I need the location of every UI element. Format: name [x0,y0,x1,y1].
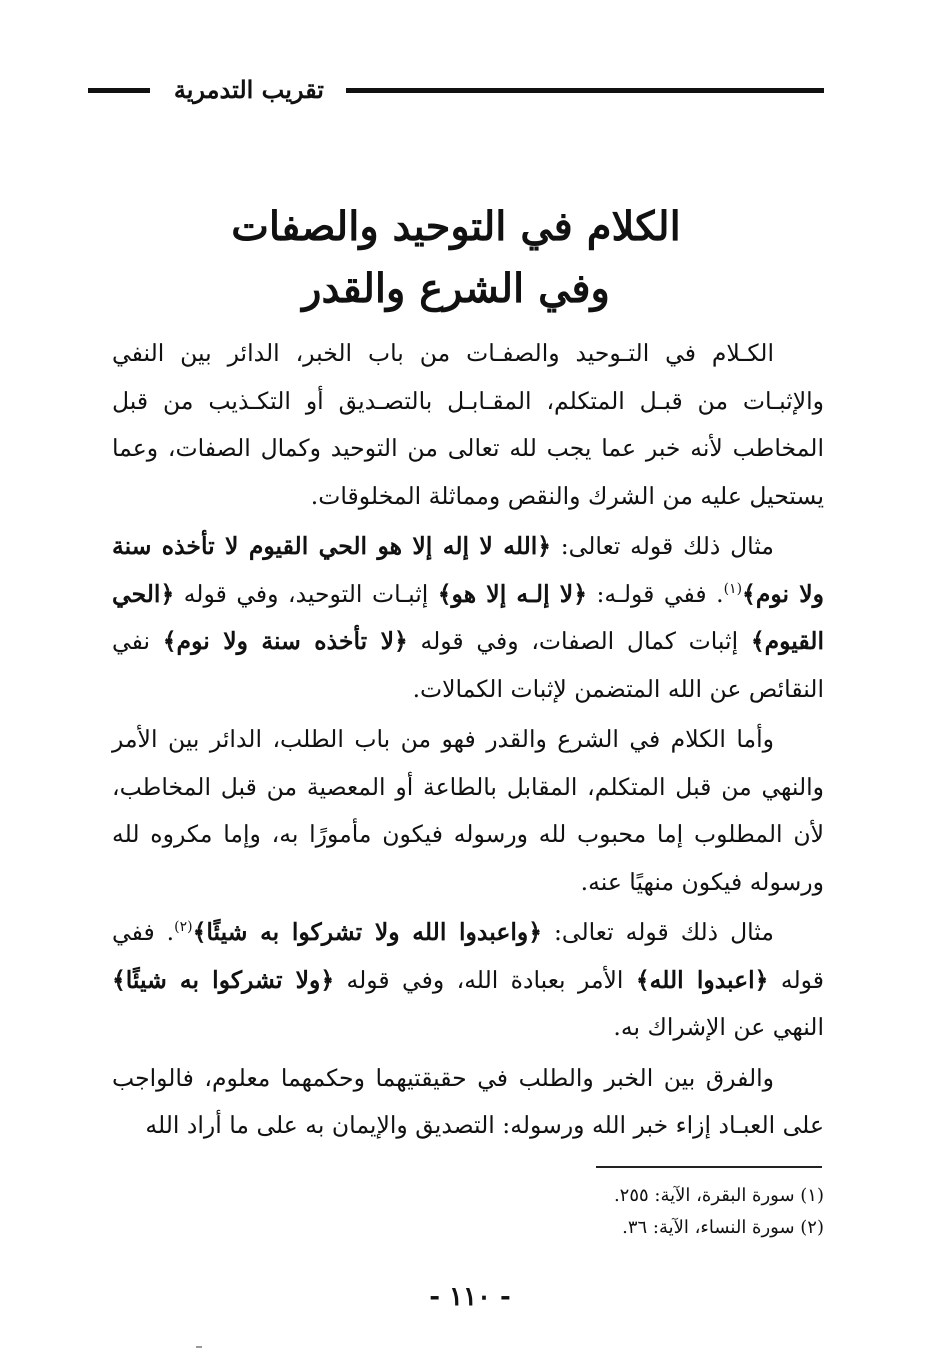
paragraph-3: وأما الكلام في الشرع والقدر فهو من باب الطلب، الدائر بين الأمر والنهي من قبل المتكلم، المقابل بالطاعة أو المعصية من قبل المخاطب، لأن المطلوب إما محبوب لله ورسوله فيكون مأمورًا به، وإما مكروه لله ورسوله فيكون منهيًا عنه. [112,725,824,896]
footnote-1: (١) سورة البقرة، الآية: ٢٥٥. [613,1185,824,1206]
quran-quote: ﴿لا تأخذه سنة ولا نوم﴾ [162,627,408,655]
footnote-separator [596,1166,822,1168]
footnote-marker-1[interactable]: (١) [723,580,743,597]
text-run: . ففي قولـه: [586,579,724,608]
text-run: نفي النقائص عن الله المتضمن لإثبات الكمالات. [112,627,824,703]
header-title: تقريب التدمرية [173,75,324,104]
paragraph-4 [112,909,824,1052]
paragraph-1: الكـلام في التـوحيد والصفـات من باب الخبر، الدائر بين النفي والإثبـات من قبـل المتكلم، المقـابـل بالتصـديق أو التكـذيب من قبل المخاطب لأنه خبر عما يجب لله تعالى من التوحيد وكمال الصفات، وعما يستحيل عليه من الشرك والنقص ومماثلة المخلوقات. [112,339,824,510]
footnotes [112,1180,824,1244]
heading-line-2: وفي الشرع والقدر [302,265,610,312]
body-text [112,330,824,1153]
text-run: النهي عن الإشراك به. [613,1013,824,1041]
page-number: - ١١٠ - [429,1282,511,1312]
quran-quote: ﴿الحي القيوم﴾ [112,579,824,655]
quran-quote: ﴿لا إلـه إلا هو﴾ [437,579,587,608]
header-rule-right [346,88,824,93]
text-run: . ففي قوله [112,918,824,994]
quran-quote: ﴿الله لا إله إلا هو الحي القيوم لا تأخذه سنة ولا نوم﴾ [112,532,825,608]
running-header [88,72,824,108]
quran-quote: ﴿اعبدوا الله﴾ [635,965,769,994]
scan-speck [196,1346,202,1348]
footnote-2: (٢) سورة النساء، الآية: ٣٦. [622,1217,824,1238]
quran-quote: ﴿واعبدوا الله ولا تشركوا به شيئًا﴾ [192,918,542,946]
heading-line-1: الكلام في التوحيد والصفات [231,203,681,250]
quran-quote: ﴿ولا تشركوا به شيئًا﴾ [112,965,335,994]
paragraph-2 [112,523,824,713]
paragraph-5: والفرق بين الخبر والطلب في حقيقتيهما وحكمهما معلوم، فالواجب على العبـاد إزاء خبر الله ورسوله: التصديق والإيمان به على ما أراد الله [112,1063,824,1139]
text-run: مثال ذلك قوله تعالى: [551,532,774,560]
text-run: إثبـات التوحيد، وفي قوله [174,579,438,608]
text-run: إثبات كمال الصفات، وفي قوله [407,627,751,655]
text-run: مثال ذلك قوله تعالى: [542,918,774,946]
chapter-heading [88,196,824,320]
text-run: الأمر بعبادة الله، وفي قوله [334,965,636,994]
footnote-marker-2[interactable]: (٢) [174,919,193,936]
header-rule-left [88,88,150,93]
